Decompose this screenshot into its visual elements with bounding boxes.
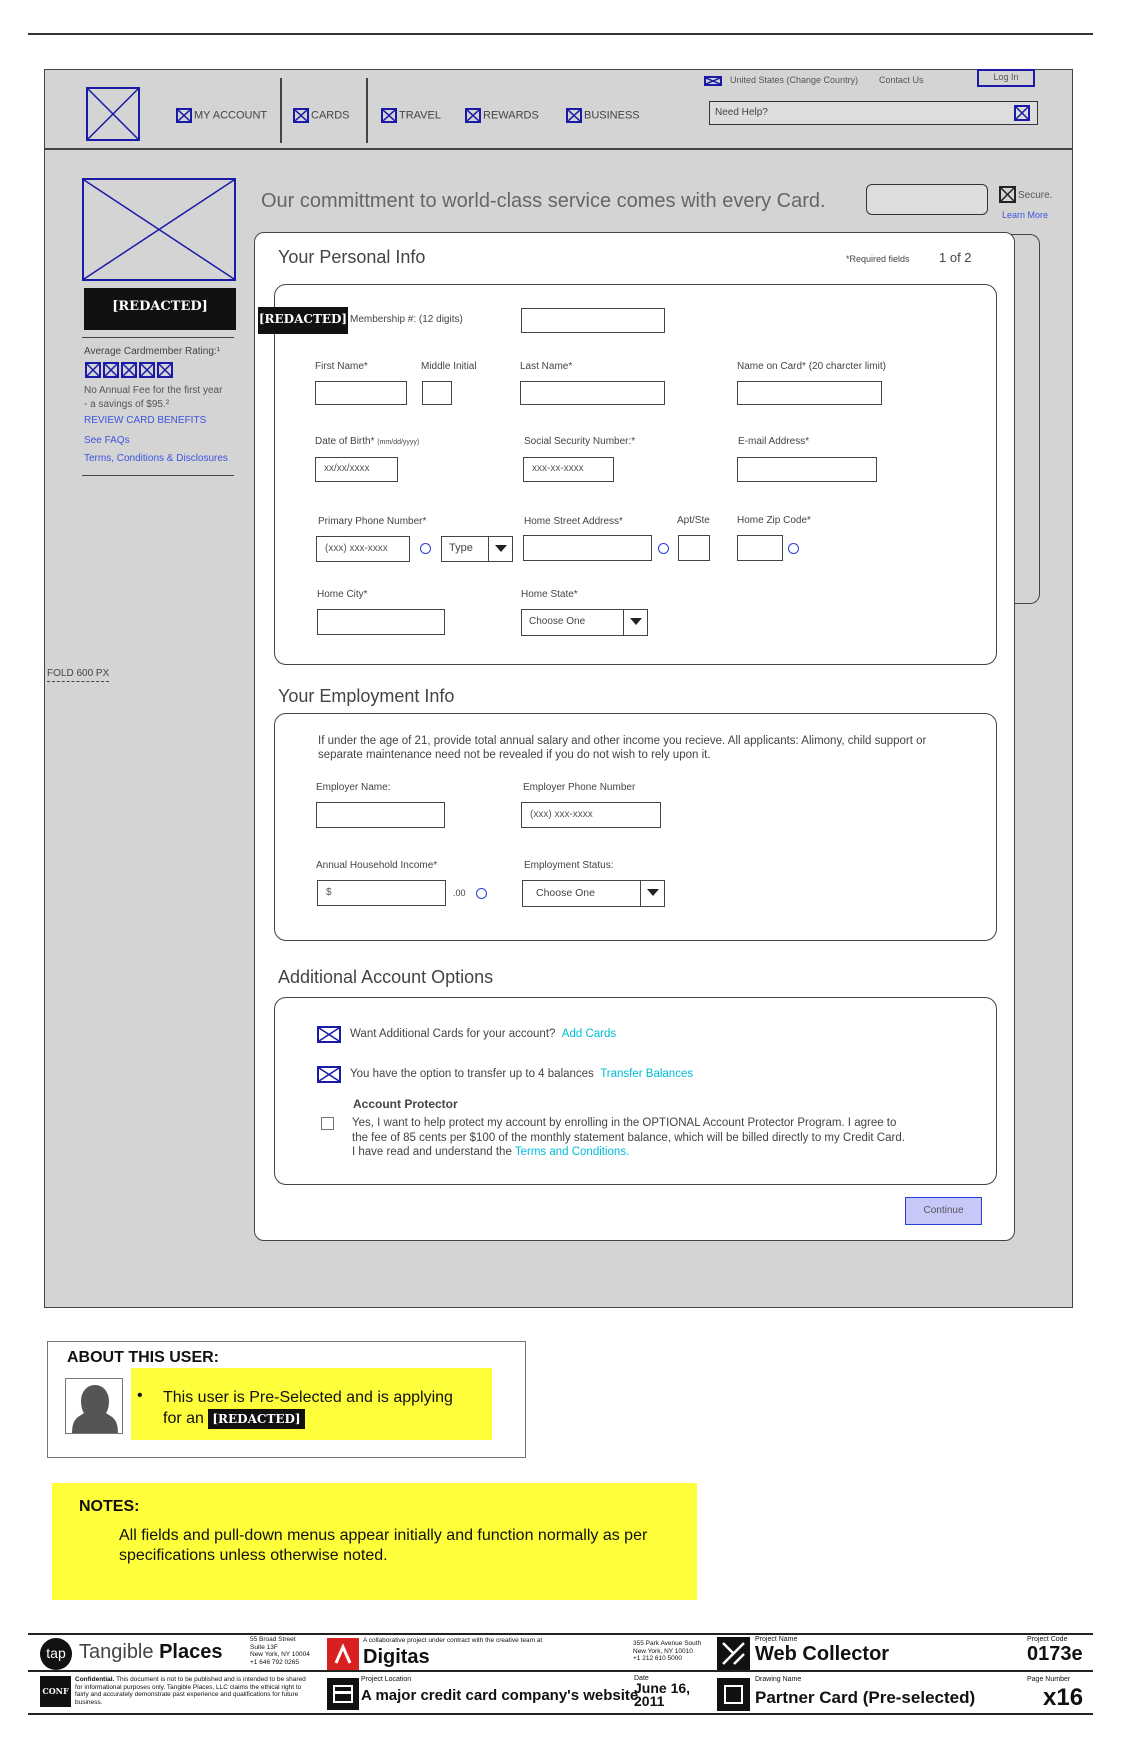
additional-cards-text: Want Additional Cards for your account? Add Cards — [350, 1028, 617, 1040]
tp-address: 55 Broad Street Suite 13F New York, NY 10004 +1 646 792 0265 — [250, 1636, 310, 1666]
nav-business[interactable]: BUSINESS — [566, 108, 640, 123]
income-label: Annual Household Income* — [316, 860, 438, 871]
transfer-icon — [317, 1066, 341, 1083]
project-name-label: Project Name — [755, 1636, 798, 1643]
first-name-label: First Name* — [315, 361, 368, 372]
phone-info-icon[interactable] — [420, 543, 431, 554]
name-on-card-label: Name on Card* (20 charcter limit) — [737, 361, 886, 372]
rating-star-icon — [103, 362, 119, 378]
footer-rule-bottom — [28, 1713, 1093, 1715]
notes-title: NOTES: — [79, 1498, 140, 1515]
rating-star-icon — [139, 362, 155, 378]
nav-my-account[interactable]: MY ACCOUNT — [176, 108, 267, 123]
project-location: A major credit card company's website — [361, 1687, 639, 1704]
nav-cards[interactable]: CARDS — [293, 108, 350, 123]
chevron-down-icon — [640, 881, 664, 906]
card-image-placeholder — [82, 178, 236, 281]
dob-hint: (mm/dd/yyyy) — [377, 439, 420, 446]
state-select[interactable]: Choose One — [521, 609, 648, 636]
nav-divider — [366, 78, 368, 143]
add-cards-icon — [317, 1026, 341, 1043]
ssn-input[interactable]: xxx-xx-xxxx — [523, 457, 614, 482]
confidential-note: Confidential. This document is not to be published and is intended to be shared for informational purposes only. Tangible Places, LLC claims the ethical right to fairly and accurately demonstrate past experience and qualifications for future business. — [75, 1676, 306, 1706]
digitas-mark-icon — [327, 1638, 359, 1670]
employment-intro: If under the age of 21, provide total annual salary and other income you recieve. All applicants: Alimony, child support or separate maintenance need not be revealed if you do not wish to rely upon it. — [318, 735, 927, 761]
city-input[interactable] — [317, 609, 445, 635]
employer-phone-label: Employer Phone Number — [523, 782, 636, 793]
additional-options-title: Additional Account Options — [278, 967, 494, 987]
add-cards-link[interactable]: Add Cards — [561, 1028, 617, 1040]
transfer-text: You have the option to transfer up to 4 balances Transfer Balances — [350, 1068, 694, 1080]
learn-more-link[interactable]: Learn More — [1002, 210, 1049, 220]
ssn-label: Social Security Number:* — [524, 436, 636, 447]
street-info-icon[interactable] — [658, 543, 669, 554]
log-in-button[interactable]: Log In — [977, 69, 1035, 87]
transfer-balances-link[interactable]: Transfer Balances — [600, 1068, 694, 1080]
footer-rule-mid — [28, 1670, 1093, 1672]
project-code: 0173e — [1027, 1643, 1083, 1665]
drawing-name-label: Drawing Name — [755, 1676, 802, 1683]
page-indicator: 1 of 2 — [939, 250, 972, 265]
employment-info-title: Your Employment Info — [278, 686, 455, 706]
membership-label: Membership #: (12 digits) — [350, 314, 463, 325]
email-input[interactable] — [737, 457, 877, 482]
street-label: Home Street Address* — [524, 516, 623, 527]
employment-status-select[interactable]: Choose One — [522, 880, 665, 907]
cards-icon — [293, 108, 309, 123]
search-icon[interactable] — [1014, 105, 1030, 121]
name-on-card-input[interactable] — [737, 381, 882, 405]
account-protector-checkbox[interactable] — [321, 1117, 334, 1130]
digitas-logo-icon — [327, 1638, 359, 1670]
about-bullet: • — [137, 1387, 143, 1404]
travel-icon — [381, 108, 397, 123]
help-search-input[interactable]: Need Help? — [709, 101, 1038, 125]
secure-label: Secure. — [1018, 190, 1053, 201]
location-icon — [327, 1678, 359, 1710]
drawing-icon — [717, 1678, 750, 1711]
zip-label: Home Zip Code* — [737, 515, 811, 526]
account-protector-title: Account Protector — [353, 1097, 458, 1111]
contact-us-link[interactable]: Contact Us — [879, 75, 924, 85]
sidebar-rule — [82, 337, 234, 338]
project-date: June 16, 2011 — [634, 1680, 691, 1709]
secure-icon — [999, 186, 1016, 203]
chevron-down-icon — [488, 537, 512, 561]
redacted-card-name: [REDACTED] — [84, 288, 236, 330]
hero-blank-field — [866, 184, 988, 215]
middle-initial-input[interactable] — [422, 381, 452, 405]
location-label: Project Location — [361, 1676, 412, 1683]
city-label: Home City* — [317, 589, 368, 600]
arrows-mark-icon — [717, 1637, 750, 1670]
phone-label: Primary Phone Number* — [318, 516, 427, 527]
project-code-label: Project Code — [1027, 1636, 1068, 1643]
employer-phone-input[interactable]: (xxx) xxx-xxxx — [521, 802, 661, 828]
dob-label: Date of Birth* (mm/dd/yyyy) — [315, 436, 420, 447]
zip-info-icon[interactable] — [788, 543, 799, 554]
faqs-link[interactable]: See FAQs — [84, 435, 130, 446]
apt-input[interactable] — [678, 535, 710, 561]
terms-conditions-link[interactable]: Terms and Conditions. — [514, 1146, 630, 1158]
page-number: x16 — [1043, 1684, 1084, 1711]
first-name-input[interactable] — [315, 381, 407, 405]
fee-text: No Annual Fee for the first year - a savings of $95.² — [84, 385, 223, 410]
hero-tagline: Our committment to world-class service comes with every Card. — [261, 190, 826, 212]
employment-status-label: Employment Status: — [524, 860, 614, 871]
phone-input[interactable]: (xxx) xxx-xxxx — [316, 536, 410, 562]
rating-label: Average Cardmember Rating:¹ — [84, 346, 220, 357]
tangible-places-logo: Tangible Places — [79, 1641, 223, 1663]
flag-icon — [704, 76, 722, 86]
income-input[interactable]: $ — [317, 880, 446, 906]
redacted-label: [REDACTED] — [258, 307, 348, 334]
rewards-icon — [465, 108, 481, 123]
notes-text: All fields and pull-down menus appear initially and function normally as per specifications unless otherwise noted. — [119, 1527, 648, 1564]
continue-button[interactable]: Continue — [905, 1197, 982, 1225]
sidebar-rule — [82, 475, 234, 476]
drawing-name: Partner Card (Pre-selected) — [755, 1688, 976, 1707]
rating-star-icon — [157, 362, 173, 378]
conf-logo-icon: CONF — [40, 1676, 71, 1707]
account-icon — [176, 108, 192, 123]
date-label: Date — [634, 1675, 649, 1682]
logo-placeholder[interactable] — [86, 87, 140, 141]
square-mark-icon — [717, 1678, 750, 1711]
employer-name-label: Employer Name: — [316, 782, 391, 793]
change-country-link[interactable]: United States (Change Country) — [730, 75, 859, 85]
personal-info-title: Your Personal Info — [278, 247, 426, 267]
apt-label: Apt/Ste — [677, 515, 710, 526]
employer-name-input[interactable] — [316, 802, 445, 828]
middle-initial-label: Middle Initial — [421, 361, 477, 372]
digitas-name: Digitas — [363, 1646, 430, 1668]
redacted-product: [REDACTED] — [208, 1409, 304, 1429]
tap-logo-icon: tap — [40, 1638, 72, 1670]
required-note: *Required fields — [846, 254, 910, 264]
dob-input[interactable]: xx/xx/xxxx — [315, 457, 398, 482]
last-name-label: Last Name* — [520, 361, 573, 372]
person-silhouette-icon — [66, 1379, 123, 1434]
rating-star-icon — [121, 362, 137, 378]
header-divider — [44, 148, 1073, 150]
nav-travel[interactable]: TRAVEL — [381, 108, 441, 123]
collab-text: A collaborative project under contract with the creative team at — [363, 1637, 543, 1644]
membership-input[interactable] — [521, 308, 665, 333]
business-icon — [566, 108, 582, 123]
zip-input[interactable] — [737, 535, 783, 561]
project-name: Web Collector — [755, 1643, 890, 1665]
rating-star-icon — [85, 362, 101, 378]
about-user-title: ABOUT THIS USER: — [67, 1349, 219, 1366]
last-name-input[interactable] — [520, 381, 665, 405]
street-input[interactable] — [523, 535, 652, 561]
footer-rule-top — [28, 1633, 1093, 1635]
document-mark-icon — [327, 1678, 359, 1710]
income-cents: .00 — [453, 888, 466, 898]
user-avatar — [65, 1378, 123, 1434]
fold-marker: FOLD 600 PX — [47, 668, 109, 682]
phone-type-select[interactable]: Type — [441, 536, 513, 562]
page-number-label: Page Number — [1027, 1676, 1071, 1683]
state-label: Home State* — [521, 589, 578, 600]
email-label: E-mail Address* — [738, 436, 810, 447]
review-benefits-link[interactable]: REVIEW CARD BENEFITS — [84, 415, 207, 426]
project-logo-icon — [717, 1637, 750, 1670]
account-protector-text: Yes, I want to help protect my account by enrolling in the OPTIONAL Account Protector Program. I agree to the fee of 85 cents per $100 of the monthly statement balance, which will be billed directly to my Credit Card. I have read and understand the Terms and Conditions. — [352, 1117, 905, 1158]
terms-link[interactable]: Terms, Conditions & Disclosures — [84, 453, 228, 464]
income-info-icon[interactable] — [476, 888, 487, 899]
chevron-down-icon — [623, 610, 647, 635]
nav-divider — [280, 78, 282, 143]
about-user-text: This user is Pre-Selected and is applying for an [REDACTED] — [163, 1389, 453, 1427]
digitas-address: 355 Park Avenue South New York, NY 10010 +1 212 610 5000 — [633, 1640, 702, 1662]
nav-rewards[interactable]: REWARDS — [465, 108, 539, 123]
top-rule — [28, 33, 1093, 35]
